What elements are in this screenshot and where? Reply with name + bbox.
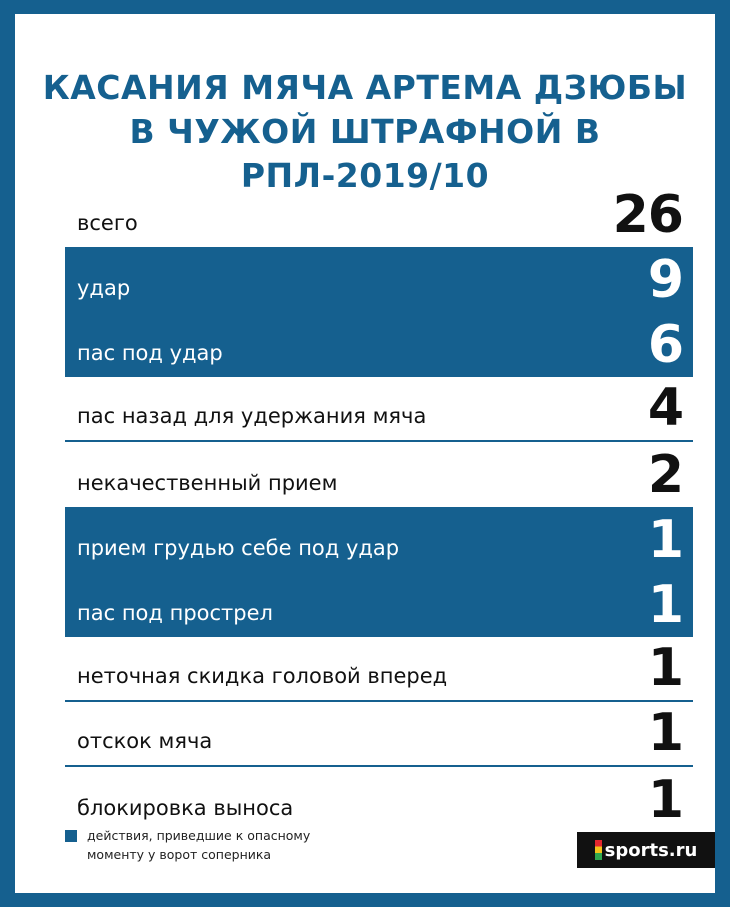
logo-mark-icon bbox=[595, 840, 602, 860]
legend-text bbox=[87, 826, 310, 864]
legend-swatch bbox=[65, 830, 77, 842]
table-row bbox=[65, 442, 693, 507]
row-label: некачественный прием bbox=[77, 471, 338, 495]
chart-title-line-2: В ЧУЖОЙ ШТРАФНОЙ В РПЛ-2019/10 bbox=[129, 112, 601, 195]
row-label: неточная скидка головой вперед bbox=[77, 664, 448, 688]
table-row bbox=[65, 507, 693, 572]
table-row bbox=[65, 637, 693, 702]
chart-title-line-1: КАСАНИЯ МЯЧА АРТЕМА ДЗЮБЫ bbox=[42, 68, 688, 107]
row-label: пас под прострел bbox=[77, 601, 273, 625]
table-row bbox=[65, 182, 693, 247]
row-value: 1 bbox=[647, 703, 683, 763]
row-value: 2 bbox=[647, 445, 683, 505]
row-label: отскок мяча bbox=[77, 729, 213, 753]
row-label: прием грудью себе под удар bbox=[77, 536, 400, 560]
row-label: пас под удар bbox=[77, 341, 223, 365]
table-row bbox=[65, 702, 693, 767]
table-row bbox=[65, 767, 693, 832]
legend-text-line-1: действия, приведшие к опасному bbox=[87, 828, 311, 843]
row-label: удар bbox=[77, 276, 131, 300]
table-row bbox=[65, 572, 693, 637]
row-label: пас назад для удержания мяча bbox=[77, 404, 427, 428]
chart-title bbox=[15, 66, 715, 198]
row-value: 1 bbox=[647, 770, 683, 830]
row-value: 4 bbox=[647, 378, 683, 438]
legend-text-line-2: моменту у ворот соперника bbox=[87, 847, 272, 862]
table-row bbox=[65, 247, 693, 312]
logo-text: sports.ru bbox=[604, 839, 698, 861]
row-value: 9 bbox=[647, 250, 683, 310]
row-value: 1 bbox=[647, 575, 683, 635]
row-label: блокировка выноса bbox=[77, 796, 294, 820]
stats-table bbox=[65, 182, 693, 832]
row-value: 26 bbox=[612, 185, 683, 245]
legend bbox=[65, 826, 310, 864]
table-row bbox=[65, 312, 693, 377]
row-value: 1 bbox=[647, 510, 683, 570]
infographic-card bbox=[15, 14, 715, 893]
row-label: всего bbox=[77, 211, 138, 235]
table-row bbox=[65, 377, 693, 442]
row-value: 1 bbox=[647, 638, 683, 698]
row-value: 6 bbox=[647, 315, 683, 375]
sports-ru-logo bbox=[577, 832, 715, 868]
